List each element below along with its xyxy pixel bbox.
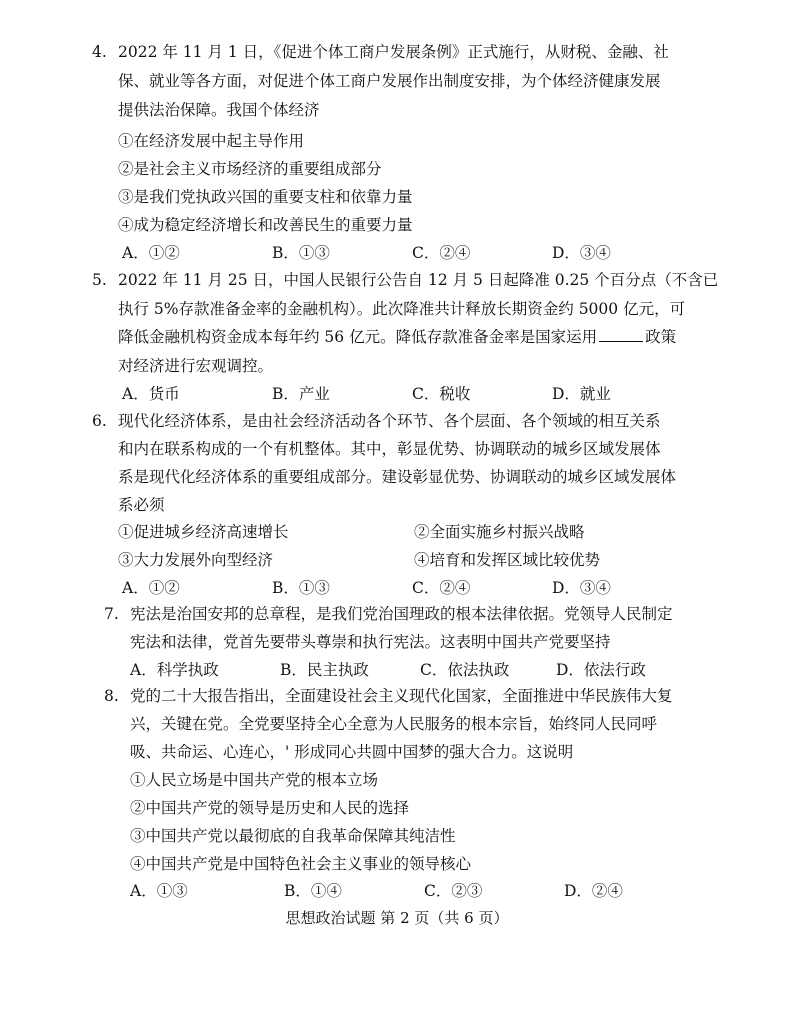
question-stem-line: 宪法是治国安邦的总章程，是我们党治国理政的根本法律依据。党领导人民制定 [130, 605, 673, 623]
question-stem-line: 执行 5%存款准备金率的金融机构）。此次降准共计释放长期资金约 5000 亿元，可 [118, 300, 686, 318]
question-stem-line: 2022 年 11 月 1 日，《促进个体工商户发展条例》正式施行，从财税、金融、社 [118, 43, 669, 61]
question-item: ④成为稳定经济增长和改善民生的重要力量 [118, 216, 413, 234]
question-number: 5. [92, 271, 107, 289]
option-b: B．①④ [284, 882, 342, 900]
option-b: B．产业 [272, 385, 330, 403]
question-stem-line: 2022 年 11 月 25 日，中国人民银行公告自 12 月 5 日起降准 0.25 个百分点（不含已 [118, 271, 719, 289]
question-item: ③是我们党执政兴国的重要支柱和依靠力量 [118, 188, 413, 206]
question-stem-line: 宪法和法律，党首先要带头尊崇和执行宪法。这表明中国共产党要坚持 [130, 633, 611, 651]
option-c: C．依法执政 [420, 661, 510, 679]
option-a: A．①③ [130, 882, 188, 900]
question-number: 4. [92, 43, 107, 61]
stem-after-blank: 政策 [645, 328, 677, 346]
answer-blank [599, 327, 643, 342]
question-stem-line: 对经济进行宏观调控。 [118, 357, 274, 375]
option-b: B．①③ [272, 244, 330, 262]
question-item: ④中国共产党是中国特色社会主义事业的领导核心 [130, 855, 472, 873]
option-a: A．货币 [122, 385, 180, 403]
option-c: C．②④ [412, 244, 471, 262]
question-number: 6. [92, 412, 107, 430]
option-d: D．③④ [552, 244, 611, 262]
option-b: B．①③ [272, 579, 330, 597]
option-c: C．税收 [412, 385, 471, 403]
question-stem-line: 系是现代化经济体系的重要组成部分。建设彰显优势、协调联动的城乡区域发展体 [118, 468, 677, 486]
question-item: ①在经济发展中起主导作用 [118, 132, 305, 150]
question-item: ④培育和发挥区域比较优势 [414, 551, 601, 569]
question-stem-line: 提供法治保障。我国个体经济 [118, 101, 320, 119]
question-stem-line: 现代化经济体系，是由社会经济活动各个环节、各个层面、各个领域的相互关系 [118, 412, 661, 430]
question-stem-line: 兴，关键在党。全党要坚持全心全意为人民服务的根本宗旨，始终同人民同呼 [130, 715, 658, 733]
question-number: 8. [104, 687, 119, 705]
question-stem-line-with-blank [118, 326, 676, 348]
option-d: D．③④ [552, 579, 611, 597]
question-item: ②中国共产党的领导是历史和人民的选择 [130, 799, 410, 817]
option-d: D．依法行政 [556, 661, 646, 679]
question-item: ①促进城乡经济高速增长 [118, 523, 289, 541]
option-d: D．就业 [552, 385, 611, 403]
option-a: A．①② [122, 244, 180, 262]
question-item: ②是社会主义市场经济的重要组成部分 [118, 160, 382, 178]
question-stem-line: 党的二十大报告指出，全面建设社会主义现代化国家，全面推进中华民族伟大复 [130, 687, 673, 705]
stem-before-blank: 降低金融机构资金成本每年约 56 亿元。降低存款准备金率是国家运用 [118, 328, 598, 346]
question-item: ①人民立场是中国共产党的根本立场 [130, 771, 379, 789]
question-stem-line: 保、就业等各方面，对促进个体工商户发展作出制度安排，为个体经济健康发展 [118, 72, 661, 90]
option-c: C．②③ [424, 882, 483, 900]
question-item: ③中国共产党以最彻底的自我革命保障其纯洁性 [130, 827, 456, 845]
option-b: B．民主执政 [280, 661, 369, 679]
question-stem-line: 系必须 [118, 496, 165, 514]
question-item: ②全面实施乡村振兴战略 [414, 523, 585, 541]
page-footer: 思想政治试题 第 2 页（共 6 页） [285, 909, 509, 927]
question-number: 7. [104, 605, 119, 623]
option-d: D．②④ [564, 882, 623, 900]
option-a: A．①② [122, 579, 180, 597]
question-stem-line: 吸、共命运、心连心，' 形成同心共圆中国梦的强大合力。这说明 [130, 743, 574, 761]
option-a: A．科学执政 [130, 661, 219, 679]
question-stem-line: 和内在联系构成的一个有机整体。其中，彰显优势、协调联动的城乡区域发展体 [118, 440, 661, 458]
question-item: ③大力发展外向型经济 [118, 551, 274, 569]
option-c: C．②④ [412, 579, 471, 597]
